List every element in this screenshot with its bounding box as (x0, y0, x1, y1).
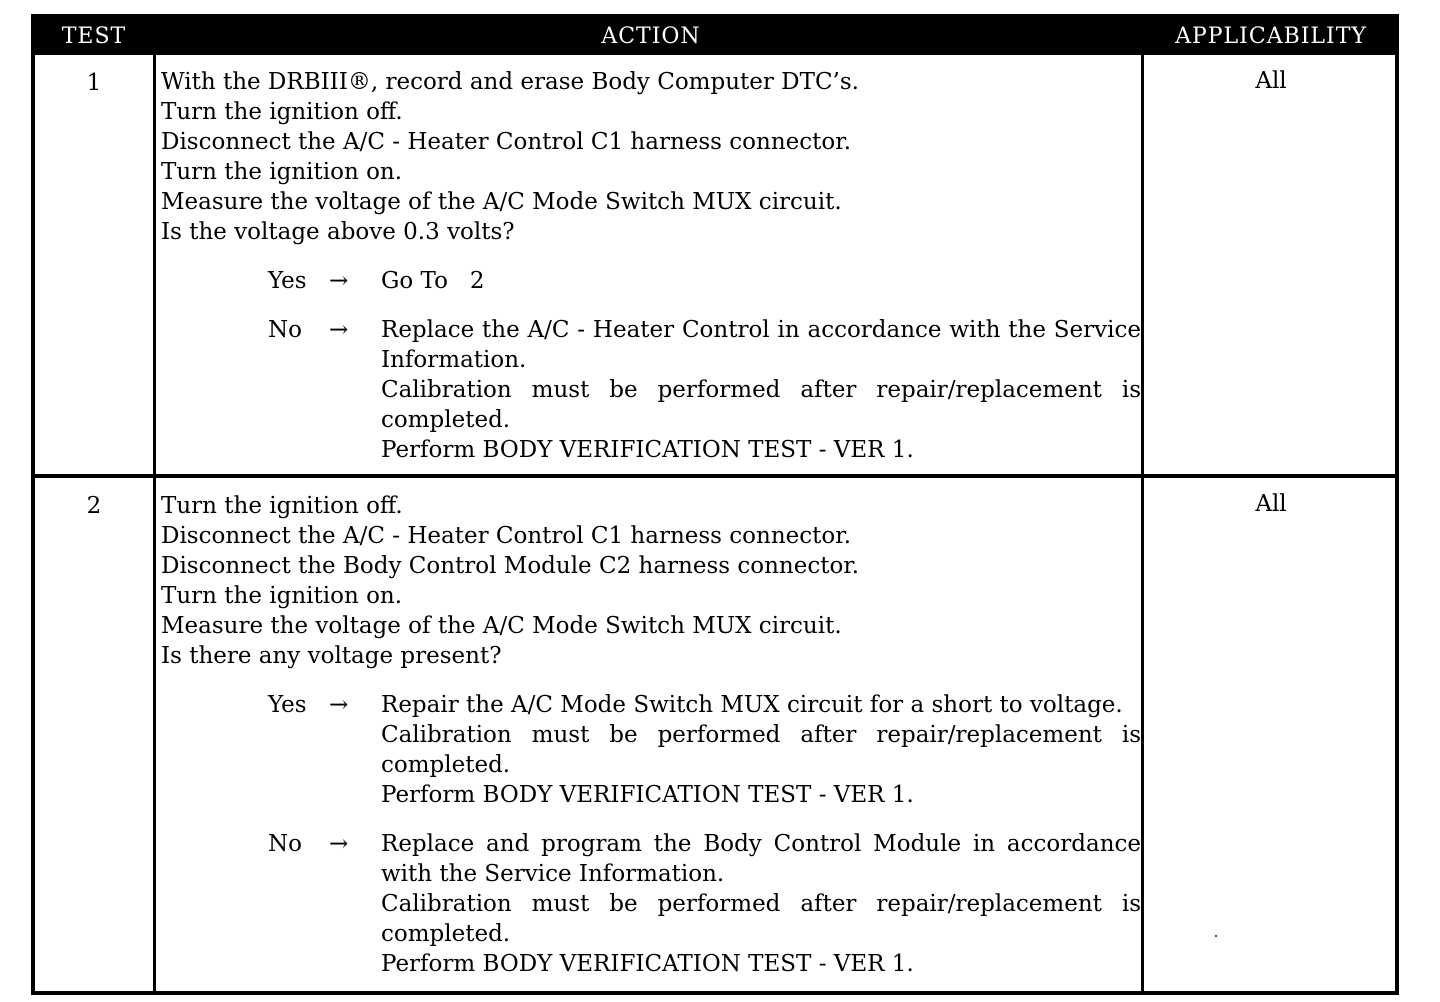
result-line: Calibration must be performed after repair/replacement is completed. (381, 377, 1141, 433)
step: Turn the ignition off. (161, 493, 403, 519)
result-line: Replace and program the Body Control Module in accordance with the Service Information. (381, 831, 1141, 887)
result-line: Calibration must be performed after repair/replacement is completed. (381, 891, 1141, 947)
applicability-1: All (1255, 68, 1287, 94)
step: Disconnect the A/C - Heater Control C1 harness connector. (161, 129, 851, 155)
no-branch (161, 315, 1141, 465)
step: Measure the voltage of the A/C Mode Switch MUX circuit. (161, 613, 842, 639)
yes-branch (161, 690, 1141, 810)
result-line: Calibration must be performed after repair/replacement is completed. (381, 722, 1141, 778)
step: Is the voltage above 0.3 volts? (161, 219, 515, 245)
step: Disconnect the A/C - Heater Control C1 harness connector. (161, 523, 851, 549)
applicability-2: All (1255, 491, 1287, 517)
step: With the DRBIII®, record and erase Body Computer DTC’s. (161, 69, 859, 95)
header-action: ACTION (601, 24, 701, 49)
test-number-2: 2 (86, 493, 102, 519)
arrow-icon: → (329, 317, 349, 343)
diagnostic-table (31, 14, 1399, 995)
arrow-icon: → (329, 692, 349, 718)
row-divider (35, 474, 1395, 478)
arrow-icon: → (329, 268, 349, 294)
result-line: Replace the A/C - Heater Control in accordance with the Service Information. (381, 317, 1141, 373)
column-divider (153, 55, 156, 991)
step: Disconnect the Body Control Module C2 harness connector. (161, 553, 860, 579)
result-line: Perform BODY VERIFICATION TEST - VER 1. (381, 437, 914, 463)
arrow-icon: → (329, 831, 349, 857)
header-applicability: APPLICABILITY (1175, 24, 1367, 49)
test-1-action (161, 67, 1141, 465)
table-header (35, 18, 1395, 55)
no-label: No (268, 317, 302, 343)
step: Turn the ignition on. (161, 159, 403, 185)
yes-label: Yes (268, 268, 307, 294)
test-2-action (161, 491, 1141, 979)
yes-branch (161, 266, 1141, 296)
scan-speck (1215, 935, 1217, 937)
result-line: Perform BODY VERIFICATION TEST - VER 1. (381, 782, 914, 808)
step: Measure the voltage of the A/C Mode Switch MUX circuit. (161, 189, 842, 215)
yes-label: Yes (268, 692, 307, 718)
column-divider (1141, 55, 1144, 991)
step: Is there any voltage present? (161, 643, 502, 669)
no-branch (161, 829, 1141, 979)
step: Turn the ignition off. (161, 99, 403, 125)
no-label: No (268, 831, 302, 857)
step: Turn the ignition on. (161, 583, 403, 609)
header-test: TEST (61, 24, 127, 49)
result-line: Repair the A/C Mode Switch MUX circuit for a short to voltage. (381, 692, 1123, 718)
test-number-1: 1 (86, 70, 102, 96)
result-line: Perform BODY VERIFICATION TEST - VER 1. (381, 951, 914, 977)
result-line: Go To 2 (381, 268, 485, 294)
